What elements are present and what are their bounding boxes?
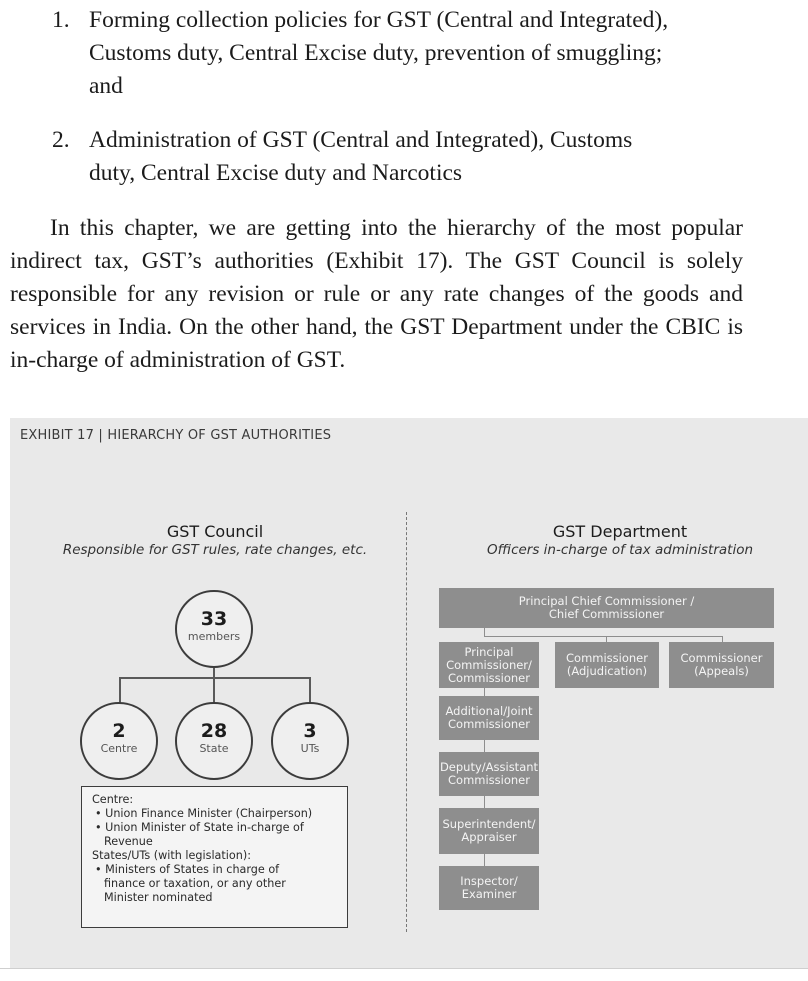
council-subtitle: Responsible for GST rules, rate changes, etc. <box>62 542 368 558</box>
connector-line <box>484 688 485 696</box>
principal-commissioner-box <box>439 642 539 688</box>
connector-line <box>309 677 311 703</box>
list-text-line: Administration of GST (Central and Integrated), Customs <box>89 127 633 153</box>
notes-text: Ministers of States in charge of <box>105 863 280 876</box>
connector-line <box>119 677 121 703</box>
members-circle <box>175 590 253 668</box>
department-title: GST Department <box>552 522 688 541</box>
connector-line <box>119 677 311 679</box>
box-text: Commissioner <box>680 651 763 665</box>
notes-centre-heading: Centre: <box>92 793 134 806</box>
exhibit-title: EXHIBIT 17 | HIERARCHY OF GST AUTHORITIES <box>20 428 332 443</box>
connector-line <box>484 636 723 637</box>
list-text-line: and <box>89 73 123 99</box>
state-label: State <box>199 742 229 755</box>
box-text: Examiner <box>461 887 517 901</box>
connector-line <box>213 677 215 703</box>
uts-label: UTs <box>300 742 320 755</box>
box-text: Commissioner <box>448 773 530 787</box>
centre-label: Centre <box>100 742 138 755</box>
box-text: Commissioner <box>448 670 530 685</box>
centre-circle <box>80 702 158 780</box>
notes-continuation: finance or taxation, or any other <box>104 877 286 890</box>
inspector-examiner-box <box>439 866 539 910</box>
notes-continuation: Minister nominated <box>104 891 213 904</box>
connector-line <box>484 740 485 752</box>
council-notes-box <box>81 786 348 928</box>
exhibit-panel <box>10 418 808 968</box>
list-number: 2. <box>52 127 70 153</box>
body-paragraph: In this chapter, we are getting into the hierarchy of the most popular indirect tax, GST’s authorities (Exhibit 17). The GST Council is solely responsible for any revision or rule or any rate changes of the goods and services in India. On the other hand, the GST Department under the CBIC is in-charge of administration of GST. <box>10 215 743 373</box>
box-text: Superintendent/ <box>442 817 536 831</box>
additional-joint-commissioner-box <box>439 696 539 740</box>
list-text-line: duty, Central Excise duty and Narcotics <box>89 160 463 186</box>
box-text: Chief Commissioner <box>548 607 665 621</box>
commissioner-appeals-box <box>669 642 774 688</box>
centre-count: 2 <box>112 720 126 742</box>
state-count: 28 <box>200 720 228 742</box>
principal-chief-commissioner-box <box>439 588 774 628</box>
notes-text: Union Finance Minister (Chairperson) <box>105 807 313 820</box>
box-text: Principal <box>464 644 514 659</box>
box-text: Additional/Joint <box>445 704 533 718</box>
box-text: Commissioner <box>448 717 530 731</box>
notes-bullet: • Ministers of States in charge of <box>95 863 280 876</box>
council-title: GST Council <box>166 522 264 541</box>
members-count: 33 <box>200 608 228 630</box>
page-bottom-rule <box>0 968 808 969</box>
superintendent-appraiser-box <box>439 808 539 854</box>
box-text: Deputy/Assistant <box>439 760 539 774</box>
box-text: Commissioner <box>566 651 648 665</box>
notes-continuation: Revenue <box>104 835 153 848</box>
connector-line <box>484 854 485 866</box>
box-text: Principal Chief Commissioner / <box>518 594 695 608</box>
box-text: (Adjudication) <box>566 664 648 678</box>
state-circle <box>175 702 253 780</box>
commissioner-adjudication-box <box>555 642 659 688</box>
box-text: (Appeals) <box>694 664 749 678</box>
members-label: members <box>187 630 241 643</box>
deputy-assistant-commissioner-box <box>439 752 539 796</box>
department-subtitle: Officers in-charge of tax administration <box>486 542 754 558</box>
list-text-line: Forming collection policies for GST (Central and Integrated), <box>89 7 669 33</box>
list-number: 1. <box>52 7 70 33</box>
uts-circle <box>271 702 349 780</box>
notes-bullet: • Union Minister of State in-charge of <box>95 821 304 834</box>
notes-text: Union Minister of State in-charge of <box>105 821 304 834</box>
notes-states-heading: States/UTs (with legislation): <box>92 849 251 862</box>
column-divider <box>406 512 407 932</box>
box-text: Inspector/ <box>460 874 518 888</box>
uts-count: 3 <box>303 720 317 742</box>
box-text: Appraiser <box>461 830 517 844</box>
notes-bullet: • Union Finance Minister (Chairperson) <box>95 807 313 820</box>
box-text: Commissioner/ <box>446 657 532 672</box>
connector-line <box>484 796 485 808</box>
list-text-line: Customs duty, Central Excise duty, prevention of smuggling; <box>89 40 663 66</box>
